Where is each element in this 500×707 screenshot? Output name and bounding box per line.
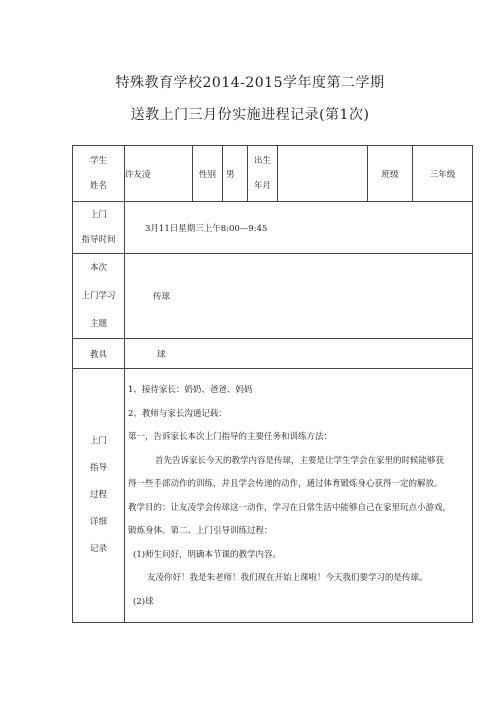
detail-line: 2、教师与家长沟通记载：	[128, 408, 227, 419]
detail-record-content	[125, 369, 473, 623]
detail-line: (2)球	[133, 596, 154, 607]
theme-value: 传球	[125, 254, 473, 339]
theme-label: 本次 上门学习 主题	[73, 254, 125, 339]
student-info-row	[73, 146, 473, 202]
detail-line: 首先告诉家长今天的教学内容是传球，主要是让学生学会在家里的时候能够获	[155, 455, 445, 466]
document-title: 特殊教育学校2014-2015学年度第二学期	[115, 75, 385, 91]
detail-line: 锻炼身体。第二、上门引导训练过程：	[128, 526, 273, 536]
birth-value	[278, 146, 368, 202]
document-subtitle: 送教上门三月份实施进程记录(第1次)	[130, 107, 370, 123]
teaching-aid-value: 球	[125, 339, 473, 369]
detail-line: 友凌你好！我是朱老师！我们现在开始上课啦！今天我们要学习的是传球。	[147, 573, 428, 583]
visit-time-value: 3月11日星期三上午8:00—9:45	[125, 202, 473, 254]
class-label: 班级	[368, 146, 413, 202]
gender-value: 男	[223, 146, 248, 202]
detail-record-row	[73, 369, 473, 623]
gender-label: 性别	[193, 146, 223, 202]
detail-line: 得一些手部动作的训练，并且学会传递的动作，通过体育锻炼身心获得一定的解放。	[128, 479, 443, 489]
class-value: 三年级	[413, 146, 473, 202]
detail-record-label: 上门 指导 过程 详细 记录	[73, 369, 125, 623]
record-table	[72, 145, 473, 623]
birth-label: 出生 年月	[248, 146, 278, 202]
detail-line: 教学目的：让友凌学会传球这一动作，学习在日常生活中能够自己在家里玩点小游戏，	[128, 502, 452, 513]
visit-time-row	[73, 202, 473, 254]
teaching-aid-row	[73, 339, 473, 369]
student-name-value: 许友凌	[125, 146, 193, 202]
detail-line: 第一，告诉家长本次上门指导的主要任务和训练方法：	[128, 432, 333, 442]
visit-time-label: 上门 指导时间	[73, 202, 125, 254]
theme-row	[73, 254, 473, 339]
detail-line: 1、接待家长：奶奶、爸爸、妈妈	[128, 385, 253, 395]
student-name-label: 学生 姓名	[73, 146, 125, 202]
detail-line: (1)师生问好，明确本节课的教学内容。	[133, 549, 282, 560]
teaching-aid-label: 教具	[73, 339, 125, 369]
